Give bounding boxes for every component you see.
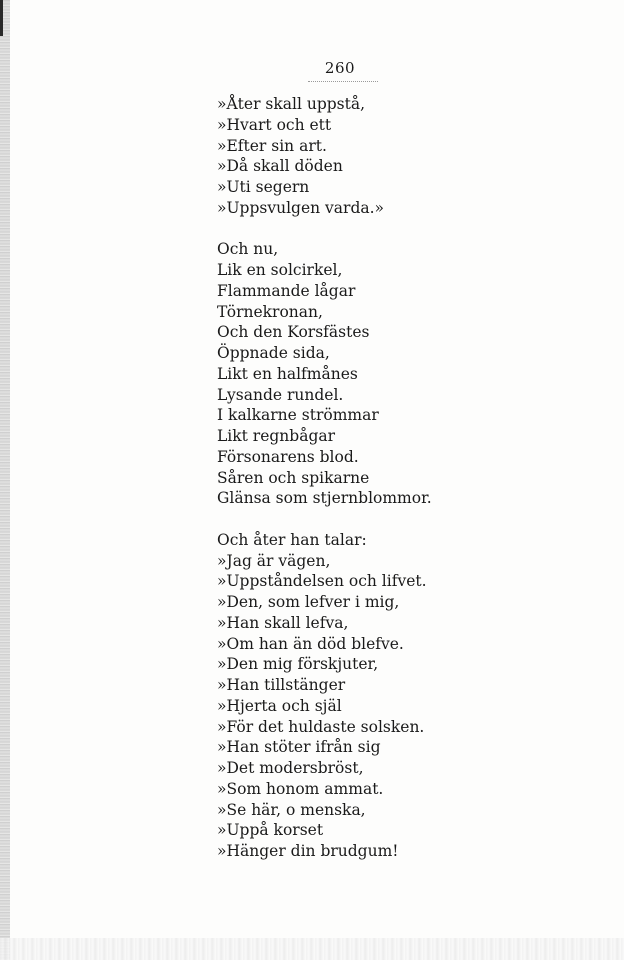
poem-line: Såren och spikarne [217,468,370,487]
poem-line: Och nu, [217,240,279,259]
poem-line: »Han stöter ifrån sig [217,738,381,757]
poem-line: »Hänger din brudgum! [217,842,399,860]
poem-line: Flammande lågar [217,281,356,300]
poem-line: »Uppå korset [217,821,324,840]
poem-line: Öppnade sida, [217,344,330,362]
poem-line: »Han skall lefva, [217,613,349,632]
stanza-gap [217,509,607,530]
poem-line: »Det modersbröst, [217,759,364,777]
poem-line: »Då skall döden [217,157,343,176]
poem-line: »Hjerta och själ [217,696,342,715]
page-number: 260 [324,59,356,77]
poem-line: »Hvart och ett [217,115,332,134]
poem-line: Lysande rundel. [217,385,344,404]
poem-line: »Uti segern [217,178,310,196]
stanza-gap [217,219,607,240]
poem-line: Lik en solcirkel, [217,261,343,279]
poem-line: »Efter sin art. [217,136,327,155]
poem-line: Glänsa som stjernblommor. [217,489,432,508]
scan-edge [0,938,624,960]
poem-line: »Uppståndelsen och lifvet. [217,572,427,591]
poem [217,94,607,862]
stanza-3 [217,530,607,862]
poem-line: »Den mig förskjuter, [217,655,379,674]
binding-mark [0,0,3,36]
poem-line: »Uppsvulgen varda.» [217,198,385,217]
poem-line: I kalkarne strömmar [217,406,379,425]
stanza-1 [217,94,607,219]
poem-line: »Se här, o menska, [217,800,366,819]
poem-line: »Jag är vägen, [217,551,331,570]
poem-line: Och den Korsfästes [217,323,370,342]
poem-line: »Den, som lefver i mig, [217,593,400,611]
poem-line: Försonarens blod. [217,447,359,466]
poem-line: »Om han än död blefve. [217,634,404,653]
poem-line: Törnekronan, [217,302,323,321]
page-number-rule [308,81,378,82]
poem-line: »Åter skall uppstå, [217,95,366,113]
poem-line: »Han tillstänger [217,676,346,694]
poem-line: Och åter han talar: [217,530,367,549]
poem-line: Likt en halfmånes [217,364,358,383]
poem-line: »För det huldaste solsken. [217,717,425,736]
poem-line: »Som honom ammat. [217,779,384,798]
poem-line: Likt regnbågar [217,427,336,445]
stanza-2 [217,239,607,509]
binding-edge [0,0,10,960]
